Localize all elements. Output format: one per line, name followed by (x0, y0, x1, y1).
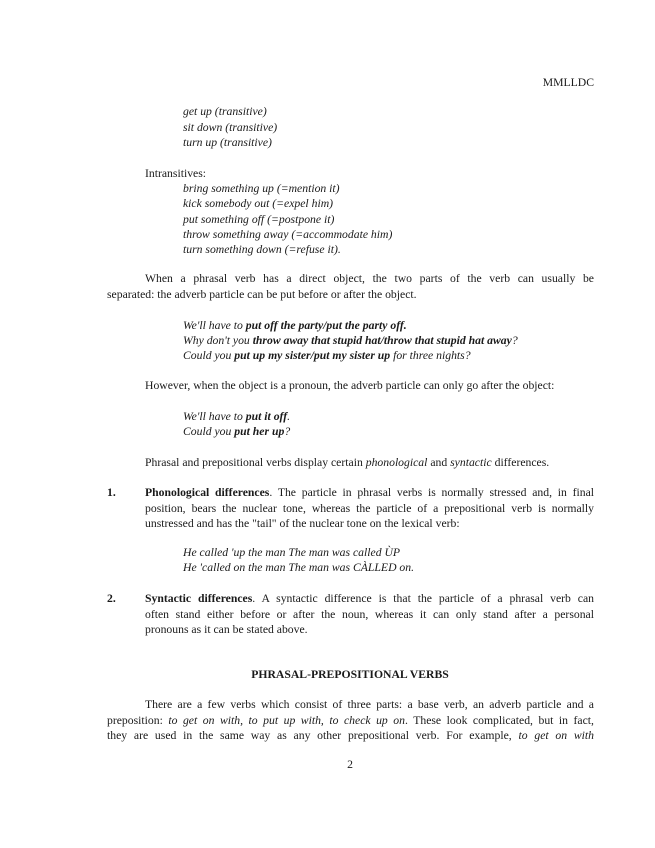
list-item: sit down (transitive) (183, 121, 278, 134)
list-item: turn something down (=refuse it). (183, 243, 341, 256)
paragraph-line: often stand either before or after the noun, whereas it can only stand after a personal (145, 607, 594, 621)
paragraph-line: There are a few verbs which consist of three parts: a base verb, an adverb particle and a (145, 698, 594, 711)
paragraph-separation (107, 271, 594, 302)
list-item: bring something up (=mention it) (183, 182, 340, 195)
paragraph-line: preposition: to get on with, to put up with, to check up on. These look complicated, but in fact, (107, 713, 594, 727)
point-heading: Syntactic differences (145, 592, 253, 605)
example-line: We'll have to put off the party/put the party off. (183, 319, 407, 332)
header-code: MMLLDC (542, 76, 594, 89)
section-title: PHRASAL-PREPOSITIONAL VERBS (251, 668, 449, 681)
paragraph-line: separated: the adverb particle can be put before or after the object. (107, 287, 417, 301)
point-phonological (145, 485, 594, 532)
list-item: kick somebody out (=expel him) (183, 197, 334, 210)
paragraph-line: Syntactic differences. A syntactic difference is that the particle of a phrasal verb can (145, 592, 594, 605)
paragraph-line: position, bears the nuclear tone, whereas the particle of a prepositional verb is normally (145, 501, 594, 515)
list-item: get up (transitive) (183, 105, 267, 118)
paragraph-differences: Phrasal and prepositional verbs display certain phonological and syntactic differences. (145, 456, 550, 469)
list-item: put something off (=postpone it) (183, 213, 335, 226)
point-heading: Phonological differences (145, 486, 270, 499)
paragraph-pronoun: However, when the object is a pronoun, the adverb particle can only go after the object: (145, 379, 555, 392)
paragraph-phrasal-prepositional (107, 697, 594, 744)
example-line: He 'called on the man The man was CÀLLED on. (183, 561, 415, 574)
paragraph-line: Phonological differences. The particle in phrasal verbs is normally stressed and, in final (145, 486, 595, 499)
point-number: 2. (107, 592, 116, 605)
example-line: Why don't you throw away that stupid hat/throw that stupid hat away? (183, 334, 518, 347)
list-item: throw something away (=accommodate him) (183, 228, 393, 241)
paragraph-line: they are used in the same way as any other prepositional verb. For example, to get on with (107, 729, 594, 743)
example-line: He called 'up the man The man was called ÙP (183, 546, 401, 559)
page-number: 2 (347, 758, 353, 771)
paragraph-line: When a phrasal verb has a direct object, the two parts of the verb can usually be (145, 272, 594, 285)
point-number: 1. (107, 486, 116, 499)
list-item: turn up (transitive) (183, 136, 272, 149)
example-line: Could you put her up? (183, 425, 291, 438)
example-line: We'll have to put it off. (183, 410, 291, 423)
paragraph-line: unstressed and has the "tail" of the nuclear tone on the lexical verb: (145, 517, 460, 531)
intransitives-label: Intransitives: (145, 167, 207, 180)
point-syntactic (145, 591, 594, 638)
paragraph-line: pronouns as it can be stated above. (145, 623, 308, 637)
example-line: Could you put up my sister/put my sister up for three nights? (183, 349, 471, 362)
